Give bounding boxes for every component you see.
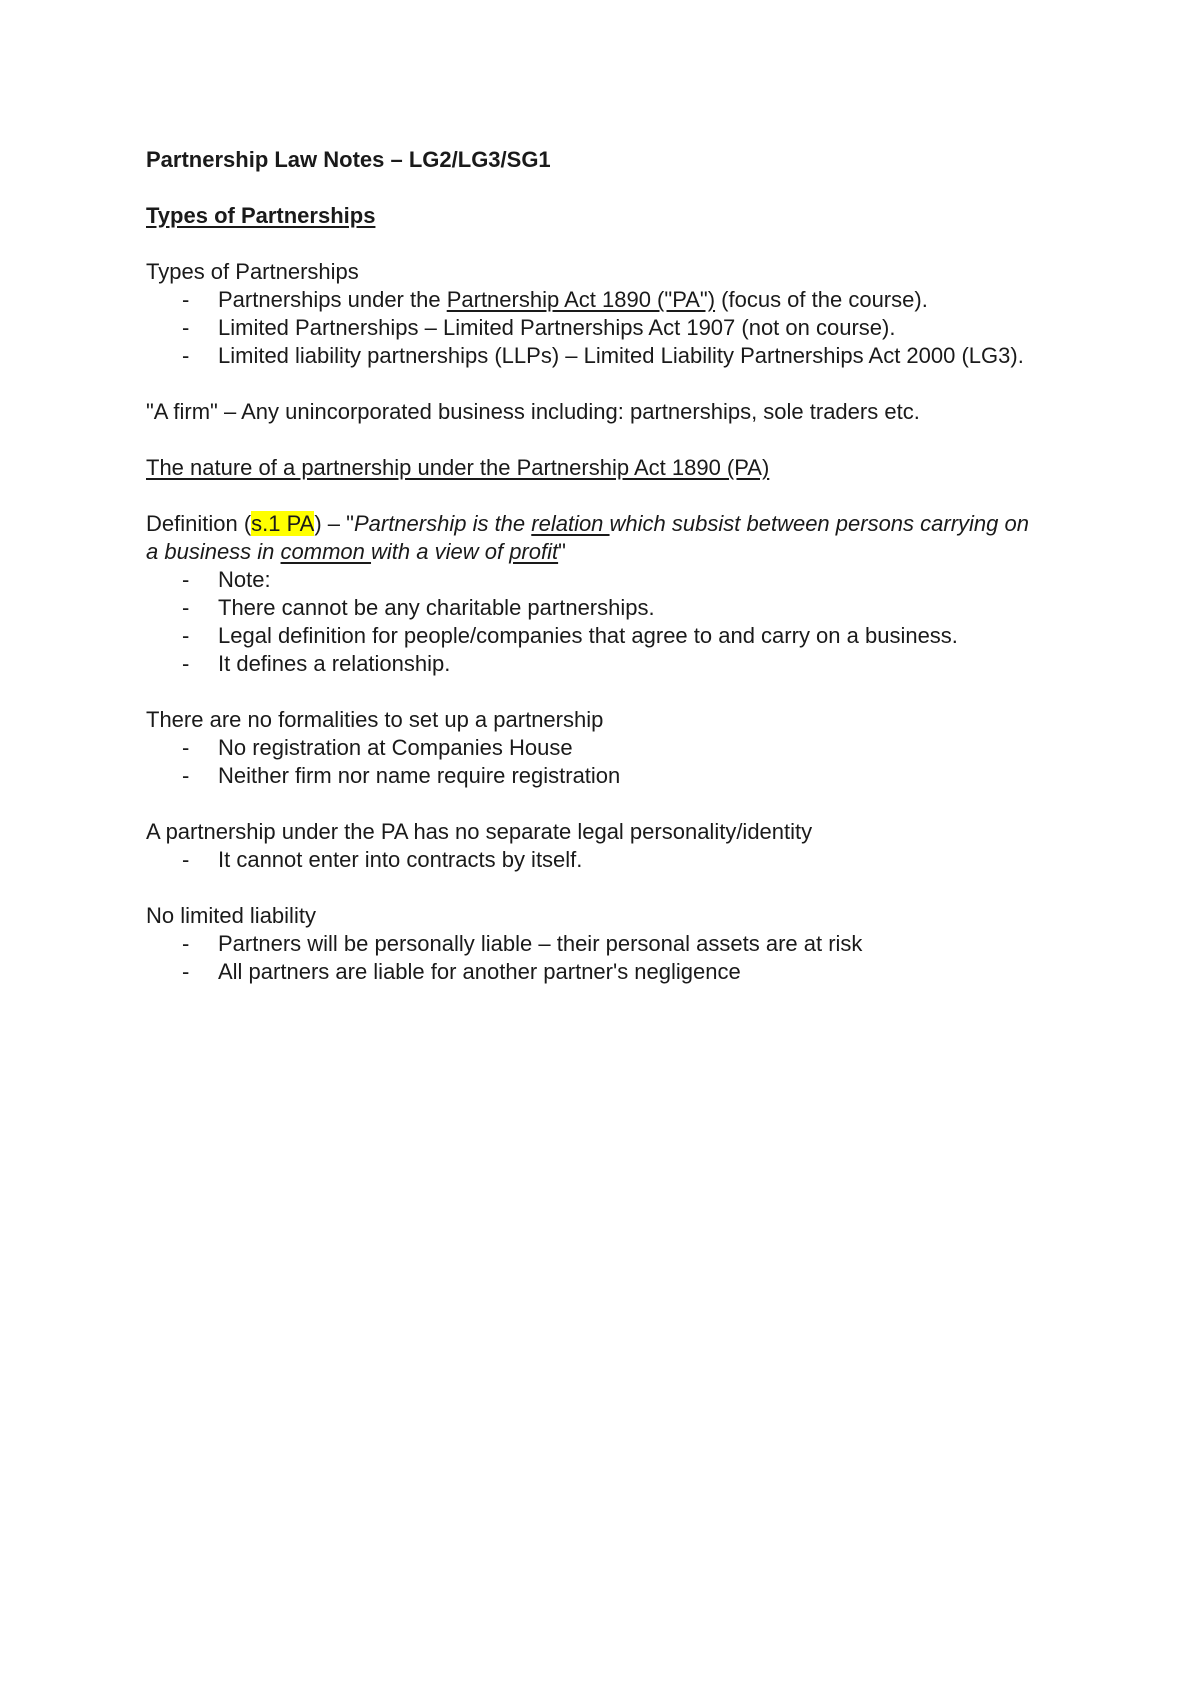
document-body <box>146 146 1046 986</box>
definition-notes-list <box>146 566 1046 678</box>
section-heading-nature: The nature of a partnership under the Partnership Act 1890 (PA) <box>146 455 770 480</box>
highlighted-section-reference: s.1 PA <box>251 511 315 536</box>
spacer <box>146 174 1046 202</box>
spacer <box>146 678 1046 706</box>
formalities-lead: There are no formalities to set up a partnership <box>146 707 604 732</box>
section-heading-types: Types of Partnerships <box>146 203 376 228</box>
item-text: No registration at Companies House <box>218 735 573 760</box>
types-lead: Types of Partnerships <box>146 259 359 284</box>
definition-prefix: Definition ( <box>146 511 252 536</box>
act-reference: Partnership Act 1890 ("PA") <box>446 287 716 312</box>
liability-lead: No limited liability <box>146 903 316 928</box>
quote-underlined-common: common <box>280 539 372 564</box>
dash-bullet: - <box>182 315 190 340</box>
list-item <box>146 286 1046 314</box>
dash-bullet: - <box>182 343 190 368</box>
list-item <box>146 846 1046 874</box>
item-text: (focus of the course). <box>715 287 928 312</box>
quote-close: " <box>558 539 566 564</box>
dash-bullet: - <box>182 595 190 620</box>
item-text: Limited Partnerships – Limited Partnerships Act 1907 (not on course). <box>218 315 896 340</box>
quote-underlined-relation: relation <box>531 511 610 536</box>
formalities-list <box>146 734 1046 790</box>
item-text: Note: <box>218 567 271 592</box>
quote-text: which subsist between persons carrying on a business in <box>146 511 1029 564</box>
dash-bullet: - <box>182 959 190 984</box>
quote-underlined-profit: profit <box>509 539 559 564</box>
item-text: All partners are liable for another partner's negligence <box>218 959 741 984</box>
definition-paragraph <box>146 510 1046 566</box>
item-text: There cannot be any charitable partnerships. <box>218 595 655 620</box>
list-item <box>146 650 1046 678</box>
spacer <box>146 790 1046 818</box>
types-list <box>146 286 1046 370</box>
item-text: It defines a relationship. <box>218 651 451 676</box>
dash-bullet: - <box>182 735 190 760</box>
dash-bullet: - <box>182 567 190 592</box>
list-item <box>146 594 1046 622</box>
spacer <box>146 426 1046 454</box>
spacer <box>146 874 1046 902</box>
liability-list <box>146 930 1046 986</box>
document-title: Partnership Law Notes – LG2/LG3/SG1 <box>146 147 551 172</box>
definition-mid: ) – " <box>314 511 354 536</box>
dash-bullet: - <box>182 931 190 956</box>
dash-bullet: - <box>182 651 190 676</box>
dash-bullet: - <box>182 623 190 648</box>
spacer <box>146 230 1046 258</box>
quote-text: with a view of <box>371 539 510 564</box>
list-item <box>146 342 1046 370</box>
item-text: Partnerships under the <box>218 287 447 312</box>
list-item <box>146 762 1046 790</box>
list-item <box>146 314 1046 342</box>
list-item <box>146 622 1046 650</box>
spacer <box>146 370 1046 398</box>
item-text: Legal definition for people/companies that agree to and carry on a business. <box>218 623 958 648</box>
personality-lead: A partnership under the PA has no separate legal personality/identity <box>146 819 813 844</box>
list-item <box>146 734 1046 762</box>
firm-definition: "A firm" – Any unincorporated business including: partnerships, sole traders etc. <box>146 399 920 424</box>
item-text: Limited liability partnerships (LLPs) – Limited Liability Partnerships Act 2000 (LG3). <box>218 343 1024 368</box>
item-text: Partners will be personally liable – their personal assets are at risk <box>218 931 863 956</box>
list-item <box>146 566 1046 594</box>
item-text: Neither firm nor name require registration <box>218 763 621 788</box>
dash-bullet: - <box>182 763 190 788</box>
item-text: It cannot enter into contracts by itself. <box>218 847 583 872</box>
dash-bullet: - <box>182 847 190 872</box>
personality-list <box>146 846 1046 874</box>
list-item <box>146 930 1046 958</box>
list-item <box>146 958 1046 986</box>
quote-text: Partnership is the <box>353 511 532 536</box>
dash-bullet: - <box>182 287 190 312</box>
spacer <box>146 482 1046 510</box>
